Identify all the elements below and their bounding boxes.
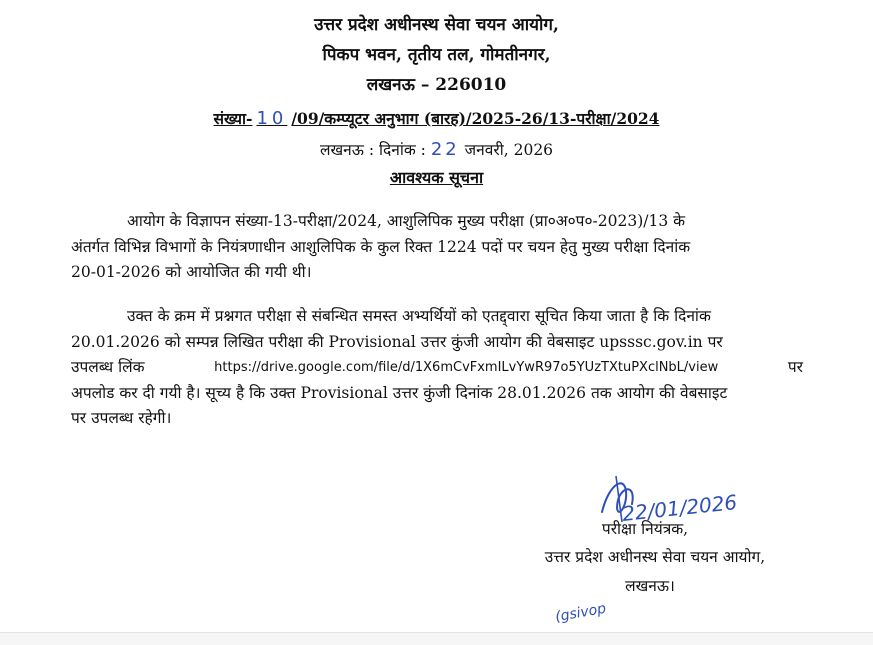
link-suffix: पर xyxy=(787,358,803,376)
reference-prefix: संख्या- xyxy=(213,109,253,128)
paragraph-2-line: अपलोड कर दी गयी है। सूच्य है कि उक्त Provisional उत्तर कुंजी दिनांक 28.01.2026 तक आयोग की वेबसाइट xyxy=(71,383,728,402)
paragraph-2-line: 20.01.2026 को सम्पन्न लिखित परीक्षा की Provisional उत्तर कुंजी आयोग की वेबसाइट upsssc.gov.in पर xyxy=(71,332,723,351)
paragraph-2-line: उक्त के क्रम में प्रश्नगत परीक्षा से संबन्धित समस्त अभ्यर्थियों को एतद्द्वारा सूचित किया जाता है कि दिनांक xyxy=(127,307,711,325)
answer-key-link[interactable]: https://drive.google.com/file/d/1X6mCvFxmILvYwR97o5YUzTXtuPXclNbL/view xyxy=(214,360,719,375)
paragraph-1-line: आयोग के विज्ञापन संख्या-13-परीक्षा/2024, आशुलिपिक मुख्य परीक्षा (प्रा०अ०प०-2023)/13 के xyxy=(127,212,686,230)
paragraph-2 xyxy=(71,304,803,432)
signature-date: 22/01/2026 xyxy=(621,490,739,526)
date-handwritten-day: 22 xyxy=(430,139,460,160)
page-footer-strip xyxy=(0,633,873,645)
date-prefix: लखनऊ : दिनांक : xyxy=(319,141,426,159)
reference-handwritten-number: 10 xyxy=(256,108,288,129)
reference-suffix: /09/कम्प्यूटर अनुभाग (बारह)/2025-26/13-परीक्षा/2024 xyxy=(291,109,660,128)
link-label: उपलब्ध लिंक xyxy=(71,358,145,376)
reference-number xyxy=(0,107,873,129)
date-line xyxy=(0,138,873,160)
org-city: लखनऊ – 226010 xyxy=(366,75,507,95)
paragraph-2-link-line xyxy=(71,355,803,381)
subject-heading: आवश्यक सूचना xyxy=(389,168,484,187)
paragraph-2-line: पर उपलब्ध रहेगी। xyxy=(71,409,172,427)
org-address: पिकप भवन, तृतीय तल, गोमतीनगर, xyxy=(322,45,551,65)
paragraph-1-line: 20-01-2026 को आयोजित की गयी थी। xyxy=(71,263,312,281)
signatory-city: लखनऊ। xyxy=(625,577,675,595)
date-suffix: जनवरी, 2026 xyxy=(464,141,554,159)
signatory-designation: परीक्षा नियंत्रक, xyxy=(601,520,689,538)
paragraph-1-line: अंतर्गत विभिन्न विभागों के नियंत्रणाधीन आशुलिपिक के कुल रिक्त 1224 पदों पर चयन हेतु मुख्य परीक्षा दिनांक xyxy=(71,237,691,256)
paragraph-1 xyxy=(71,209,803,286)
signatory-organization: उत्तर प्रदेश अधीनस्थ सेवा चयन आयोग, xyxy=(544,548,766,566)
initials-mark: (gsivop xyxy=(554,600,608,626)
org-name: उत्तर प्रदेश अधीनस्थ सेवा चयन आयोग, xyxy=(314,15,559,35)
